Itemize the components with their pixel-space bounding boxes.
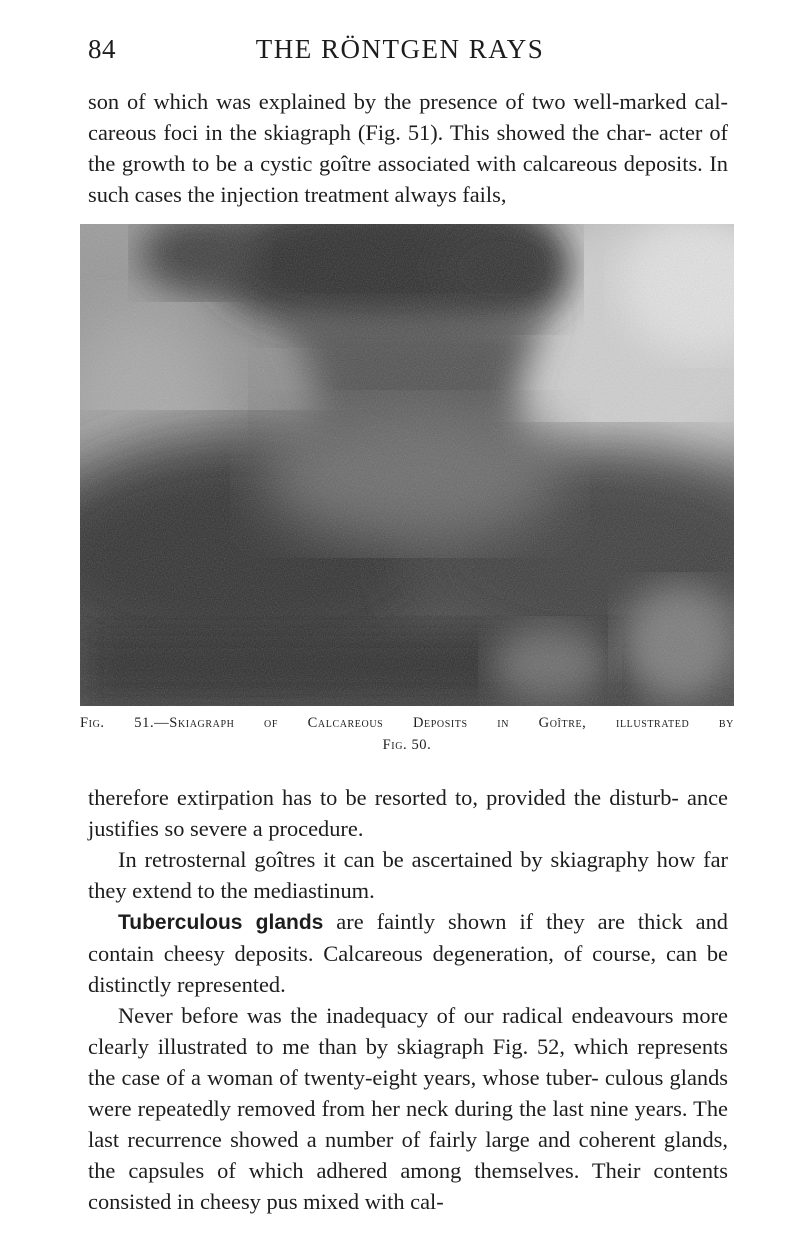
- skiagraph-image: [80, 224, 734, 706]
- paragraph-2: In retrosternal goîtres it can be ascertained by skiagraphy how far they extend to the mediastinum.: [88, 847, 728, 903]
- paragraph-3: [88, 906, 728, 1000]
- caption-line-2: Fig. 50.: [382, 737, 432, 753]
- term-tuberculous-glands: Tuberculous glands: [118, 911, 324, 934]
- running-title: THE RÖNTGEN RAYS: [255, 34, 545, 64]
- figure-caption: [80, 712, 734, 756]
- page-number: 84: [88, 34, 116, 64]
- skiagraph-figure: [80, 224, 734, 706]
- paragraph-top-text: son of which was explained by the presence of two well-marked cal- careous foci in the skiagraph (Fig. 51). This showed the char- acter of the growth to be a cystic goître associated with calcareous deposits. In such cases the injection treatment always fails,: [88, 89, 728, 207]
- paragraph-4: Never before was the inadequacy of our radical endeavours more clearly illustrated to me than by skiagraph Fig. 52, which represents the case of a woman of twenty-eight years, whose tuber- culous glands were repeatedly removed from her neck during the last nine years. The last recurrence showed a number of fairly large and coherent glands, the capsules of which adhered among themselves. Their contents consisted in cheesy pus mixed with cal-: [88, 1003, 728, 1214]
- body-text: [88, 782, 728, 1217]
- caption-line-1: Fig. 51.—Skiagraph of Calcareous Deposits in Goître, illustrated by: [80, 715, 734, 731]
- page-header: [0, 34, 800, 74]
- paragraph-3-text: are faintly shown if they are thick and contain cheesy deposits. Calcareous degeneration, of course, can be distinctly represented.: [88, 909, 728, 997]
- paragraph-1: therefore extirpation has to be resorted to, provided the disturb- ance justifies so severe a procedure.: [88, 785, 728, 841]
- paragraph-top: [88, 86, 728, 210]
